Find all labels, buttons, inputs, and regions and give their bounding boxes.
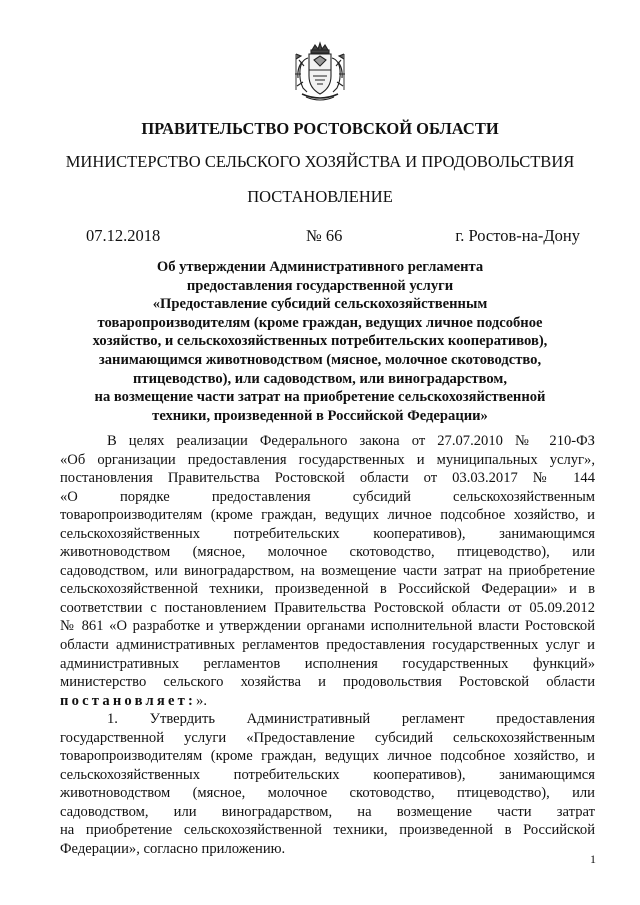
decree-word: постановляет:	[60, 692, 197, 709]
title-line: товаропроизводителям (кроме граждан, ведущих личное подсобное	[97, 314, 543, 331]
paragraph-line: 1. Утвердить Административный регламент предоставления	[107, 711, 595, 728]
paragraph-line: животноводством (мясное, молочное скотоводство, птицеводство), или	[60, 544, 595, 561]
document-type: ПОСТАНОВЛЕНИЕ	[247, 187, 393, 206]
paragraph-line: министерство сельского хозяйства и продовольствия Ростовской области	[60, 674, 595, 691]
decree-line	[60, 692, 595, 711]
title-line: Об утверждении Административного регламента	[156, 259, 484, 275]
page-number: 1	[590, 852, 596, 866]
paragraph-line: административных регламентов исполнения государственных функций»	[60, 655, 595, 672]
paragraph-line: государственной услуги «Предоставление субсидий сельскохозяйственным	[60, 729, 595, 746]
coat-of-arms-icon	[288, 40, 352, 104]
ministry-name: МИНИСТЕРСТВО СЕЛЬСКОГО ХОЗЯЙСТВА И ПРОДОВОЛЬСТВИЯ	[65, 152, 575, 171]
document-body	[60, 432, 595, 859]
title-line: техники, произведенной в Российской Федерации»	[152, 407, 488, 424]
document-date: 07.12.2018	[86, 226, 161, 245]
paragraph-line: садоводством, или виноградарством, на возмещение части затрат	[60, 803, 595, 820]
paragraph-line: на приобретение сельскохозяйственной техники, произведенной в Российской	[60, 822, 595, 839]
paragraph-line: сельскохозяйственной техники, произведенной в Российской Федерации» и в	[60, 581, 595, 598]
paragraph-line: садоводством, или виноградарством, на возмещение части затрат на приобретение	[60, 562, 595, 579]
paragraph-line: В целях реализации Федерального закона от 27.07.2010 № 210-ФЗ	[107, 433, 595, 449]
document-title	[60, 258, 580, 425]
title-line: занимающимся животноводством (мясное, молочное скотоводство,	[98, 351, 542, 368]
paragraph-line: № 861 «О разработке и утверждении органами исполнительной власти Ростовской	[60, 618, 595, 635]
title-line: предоставления государственной услуги	[186, 277, 454, 294]
paragraph-line: Федерации», согласно приложению.	[60, 841, 286, 858]
decree-tail: ».	[196, 692, 207, 709]
title-line: хозяйство, и сельскохозяйственных потребительских кооперативов),	[92, 333, 548, 350]
document-city: г. Ростов-на-Дону	[455, 226, 580, 245]
paragraph-line: соответствии с постановлением Правительства Ростовской области от 05.09.2012	[60, 599, 595, 616]
paragraph-line: сельскохозяйственных потребительских кооперативов), занимающимся	[60, 766, 595, 783]
government-name: ПРАВИТЕЛЬСТВО РОСТОВСКОЙ ОБЛАСТИ	[141, 119, 499, 138]
paragraph-line: животноводством (мясное, молочное скотоводство, птицеводство), или	[60, 785, 595, 802]
paragraph-line: товаропроизводителям (кроме граждан, ведущих личное подсобное хозяйство, и	[60, 507, 595, 524]
title-line: на возмещение части затрат на приобретение сельскохозяйственной	[94, 389, 546, 406]
paragraph-line: сельскохозяйственных потребительских кооперативов), занимающимся	[60, 525, 595, 542]
paragraph-line: области административных регламентов предоставления государственных услуг и	[60, 637, 595, 654]
document-number: № 66	[306, 226, 343, 245]
title-line: птицеводство), или садоводством, или виноградарством,	[133, 370, 507, 387]
paragraph-line: «О порядке предоставления субсидий сельскохозяйственным	[60, 488, 595, 505]
paragraph-line: «Об организации предоставления государственных и муниципальных услуг»,	[60, 451, 595, 468]
title-line: «Предоставление субсидий сельскохозяйственным	[152, 296, 488, 313]
paragraph-line: товаропроизводителям (кроме граждан, ведущих личное подсобное хозяйство, и	[60, 748, 595, 765]
paragraph-line: постановления Правительства Ростовской области от 03.03.2017 № 144	[60, 470, 595, 487]
